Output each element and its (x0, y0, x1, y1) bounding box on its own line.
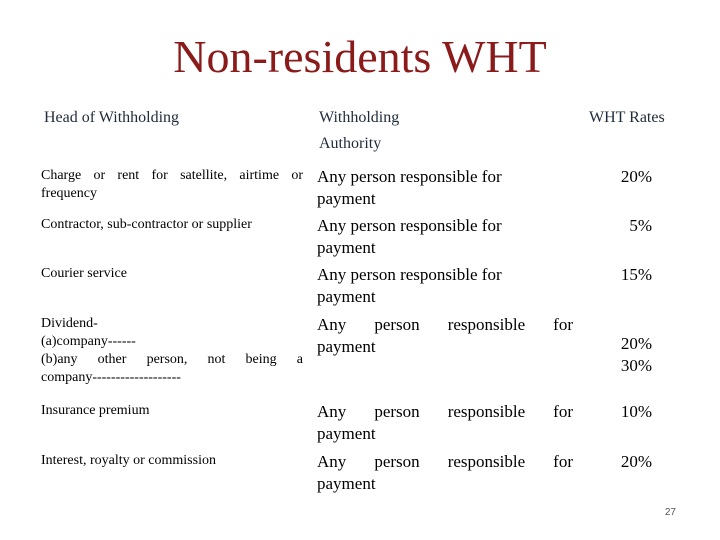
rate-cell: 20% (620, 452, 652, 471)
authority-line: payment (317, 238, 376, 257)
authority-line: Any person responsible for (317, 167, 502, 186)
authority-line: Any person responsible for (317, 265, 502, 284)
rate-cell: 5% (629, 216, 652, 235)
column-header-authority (319, 105, 419, 157)
authority-line: payment (317, 424, 376, 443)
authority-line: Any person responsible for (317, 402, 573, 421)
authority-line: payment (317, 189, 376, 208)
slide-title: Non-residents WHT (173, 31, 547, 82)
column-header-rates: WHT Rates (589, 109, 665, 126)
head-line: Charge or rent for satellite, airtime or (41, 168, 303, 183)
authority-line: payment (317, 287, 376, 306)
rate-cell (600, 333, 652, 377)
rate-cell: 10% (620, 402, 652, 421)
rate-cell: 20% (620, 167, 652, 186)
head-cell (41, 167, 303, 203)
authority-line: Any person responsible for (317, 315, 573, 334)
column-header-head: Head of Withholding (44, 109, 180, 126)
authority-cell (317, 166, 502, 210)
head-cell (41, 216, 303, 234)
head-line: Insurance premium (41, 403, 150, 418)
head-cell (41, 315, 303, 387)
head-cell (41, 452, 303, 470)
rate-value: 30% (620, 356, 652, 375)
head-line: Courier service (41, 266, 127, 281)
head-line: company------------------- (41, 370, 181, 385)
column-header-authority-line1: Withholding (319, 109, 400, 126)
authority-cell (317, 314, 573, 358)
head-cell (41, 402, 303, 420)
head-line: (a)company------ (41, 334, 136, 349)
column-header-authority-line2: Authority (319, 135, 382, 152)
page-number: 27 (664, 507, 676, 518)
authority-line: Any person responsible for (317, 216, 502, 235)
head-line: Contractor, sub-contractor or supplier (41, 217, 252, 232)
head-line: frequency (41, 186, 97, 201)
authority-line: payment (317, 337, 376, 356)
authority-cell (317, 215, 502, 259)
rate-cell: 15% (620, 265, 652, 284)
authority-line: Any person responsible for (317, 452, 573, 471)
head-line: Interest, royalty or commission (41, 453, 216, 468)
authority-cell (317, 401, 573, 445)
rate-value: 20% (620, 334, 652, 353)
head-line: (b)any other person, not being a (41, 352, 303, 367)
authority-line: payment (317, 474, 376, 493)
head-line: Dividend- (41, 316, 98, 331)
head-cell (41, 265, 303, 283)
authority-cell (317, 451, 573, 495)
authority-cell (317, 264, 502, 308)
